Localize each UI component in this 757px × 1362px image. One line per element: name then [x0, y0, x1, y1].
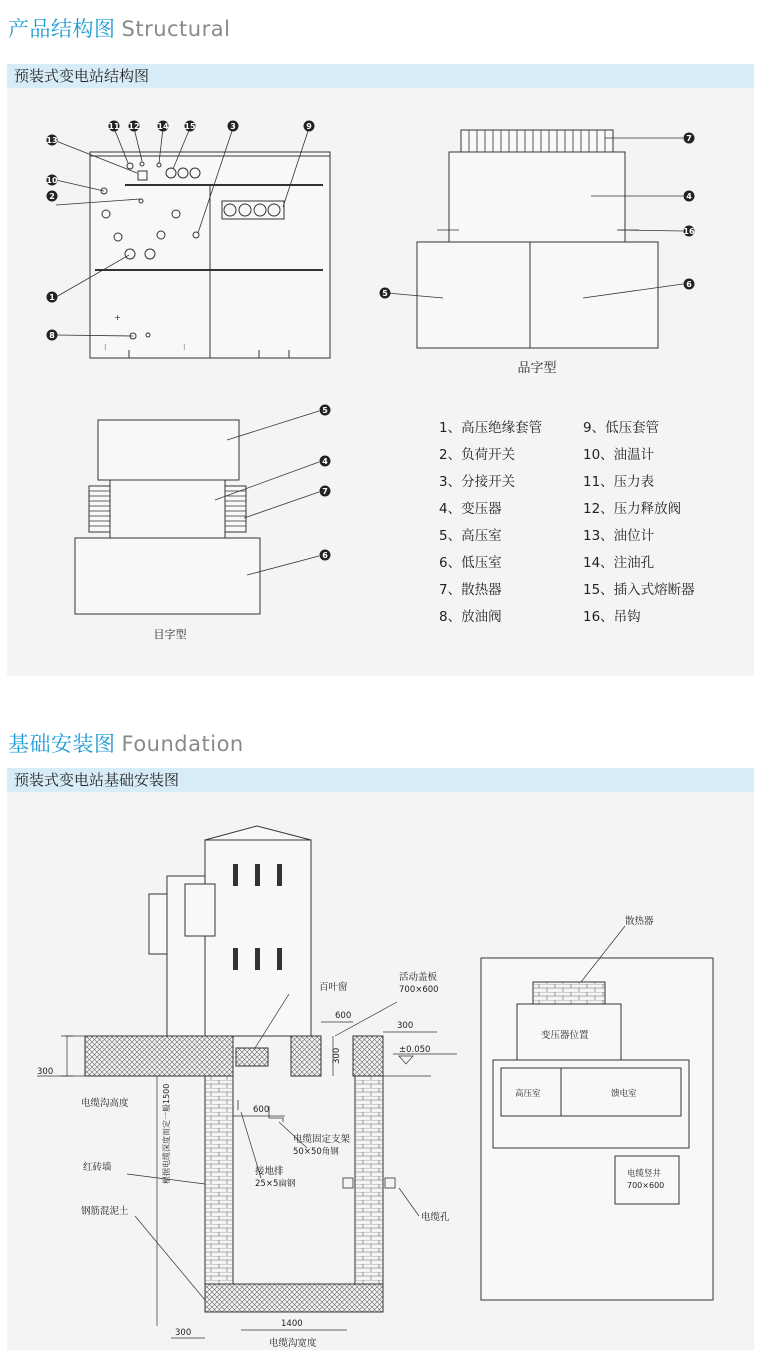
plan-cable-shaft: [615, 1156, 679, 1204]
svg-text:2: 2: [49, 192, 55, 201]
callout-7-mu: [320, 486, 331, 497]
callout-12: [128, 121, 139, 132]
callout-1: [47, 292, 58, 303]
title-en: Structural: [121, 17, 231, 41]
section-title-foundation: [8, 728, 244, 758]
label-cover: 活动盖板: [399, 972, 438, 983]
legend-item: 3、分接开关: [439, 474, 516, 490]
svg-text:7: 7: [322, 487, 328, 496]
dim-300-left: 300: [37, 1067, 54, 1077]
callout-9: [304, 121, 315, 132]
bottom-slab: [205, 1284, 383, 1312]
foundation-panel: [7, 768, 754, 1350]
label-cover-size: 700×600: [399, 985, 439, 995]
label-bracket: 电缆固定支架: [293, 1134, 351, 1145]
legend-item: 8、放油阀: [439, 609, 502, 625]
label-radiator: 散热器: [625, 916, 654, 927]
left-slab: [85, 1036, 233, 1076]
svg-text:5: 5: [322, 406, 328, 415]
callout-3: [228, 121, 239, 132]
label-cable-hole: 电缆孔: [421, 1212, 450, 1223]
callout-16-pin: [683, 226, 695, 237]
svg-text:11: 11: [108, 122, 120, 131]
callout-15: [184, 121, 196, 132]
mu-type-label: 目字型: [153, 628, 187, 641]
left-wall: [205, 1076, 233, 1284]
plan-radiator: [533, 982, 605, 1004]
label-ground-spec: 25×5扁钢: [255, 1179, 296, 1189]
svg-text:10: 10: [46, 176, 58, 185]
svg-text:+: +: [114, 313, 121, 322]
label-hv-room: 高压室: [515, 1089, 541, 1099]
legend-item: 13、油位计: [583, 528, 655, 544]
legend-item: 12、压力释放阀: [583, 501, 682, 517]
svg-text:15: 15: [184, 122, 196, 131]
level-mark: ±0.050: [399, 1045, 431, 1055]
label-louver: 百叶窗: [319, 982, 348, 993]
louver: [236, 1048, 268, 1066]
svg-text:14: 14: [157, 122, 169, 131]
roof: [205, 826, 311, 840]
panel-heading: 预装式变电站基础安装图: [7, 768, 754, 792]
legend-item: 14、注油孔: [583, 555, 655, 571]
structural-panel: [7, 64, 754, 676]
svg-text:12: 12: [128, 122, 140, 131]
label-transformer-pos: 变压器位置: [541, 1030, 589, 1041]
svg-text:5: 5: [382, 289, 388, 298]
callout-8: [47, 330, 58, 341]
callout-4-mu: [320, 456, 331, 467]
legend-item: 15、插入式熔断器: [583, 582, 695, 598]
pin-type-label: 品字型: [517, 361, 557, 376]
dim-1400: 1400: [281, 1319, 303, 1329]
legend-item: 6、低压室: [439, 555, 502, 571]
svg-text:⁝: ⁝: [104, 343, 107, 352]
title-cn: 基础安装图: [8, 732, 116, 756]
legend-item: 5、高压室: [439, 528, 502, 544]
callout-14: [157, 121, 169, 132]
panel-heading: 预装式变电站结构图: [7, 64, 754, 88]
label-trench-height: 电缆沟高度: [81, 1098, 129, 1109]
svg-text:6: 6: [686, 280, 692, 289]
dim-600-mid: 600: [253, 1105, 270, 1115]
svg-text:6: 6: [322, 551, 328, 560]
svg-text:9: 9: [306, 122, 312, 131]
dim-300-bottom: 300: [175, 1328, 192, 1338]
section-title-structural: [8, 13, 230, 43]
svg-text:4: 4: [686, 192, 692, 201]
label-cable-shaft: 电缆竖井: [627, 1169, 662, 1179]
dim-300-right: 300: [397, 1021, 414, 1031]
label-shaft-size: 700×600: [627, 1181, 665, 1190]
svg-text:⁝: ⁝: [183, 343, 186, 352]
callout-13: [46, 135, 57, 146]
label-ground-bar: 接地排: [255, 1166, 284, 1177]
svg-text:13: 13: [46, 136, 58, 145]
mu-top: [98, 420, 239, 480]
svg-text:3: 3: [230, 122, 236, 131]
legend-item: 4、变压器: [439, 501, 502, 517]
callout-4-pin: [684, 191, 695, 202]
svg-text:16: 16: [683, 227, 695, 236]
legend-left: [439, 415, 542, 631]
callout-10: [46, 175, 58, 186]
right-wall: [355, 1076, 383, 1284]
svg-text:1: 1: [49, 293, 55, 302]
svg-text:4: 4: [322, 457, 328, 466]
mu-base: [75, 538, 260, 614]
callout-2: [47, 191, 58, 202]
callout-6-mu: [320, 550, 331, 561]
svg-text:8: 8: [49, 331, 55, 340]
callout-7-pin: [684, 133, 695, 144]
label-brick-wall: 红砖墙: [83, 1162, 112, 1173]
callout-5-mu: [320, 405, 331, 416]
legend-right: [583, 415, 695, 631]
svg-text:7: 7: [686, 134, 692, 143]
cover-slab: [291, 1036, 321, 1076]
legend-item: 16、吊钩: [583, 609, 641, 625]
foundation-diagram: [7, 792, 754, 1350]
dim-300-v: 300: [332, 1047, 342, 1064]
pin-transformer: [449, 152, 625, 242]
callout-11: [108, 121, 120, 132]
title-cn: 产品结构图: [8, 17, 116, 41]
legend-item: 1、高压绝缘套管: [439, 420, 543, 436]
legend-item: 10、油温计: [583, 447, 655, 463]
legend-item: 7、散热器: [439, 582, 502, 598]
label-feed-room: 馈电室: [611, 1089, 637, 1099]
pin-base: [417, 242, 658, 348]
legend-item: 9、低压套管: [583, 420, 660, 436]
label-bracket-spec: 50×50角钢: [293, 1147, 339, 1157]
callout-5-pin: [380, 288, 391, 299]
mu-middle: [110, 480, 225, 538]
label-depth-note: 根据电缆深度而定一般1500: [162, 1083, 171, 1184]
legend-item: 11、压力表: [583, 474, 655, 490]
callout-6-pin: [684, 279, 695, 290]
label-trench-width: 电缆沟宽度: [269, 1338, 317, 1349]
title-en: Foundation: [121, 732, 244, 756]
legend-item: 2、负荷开关: [439, 447, 516, 463]
label-concrete: 钢筋混泥土: [81, 1206, 129, 1217]
dim-600-top: 600: [335, 1011, 352, 1021]
